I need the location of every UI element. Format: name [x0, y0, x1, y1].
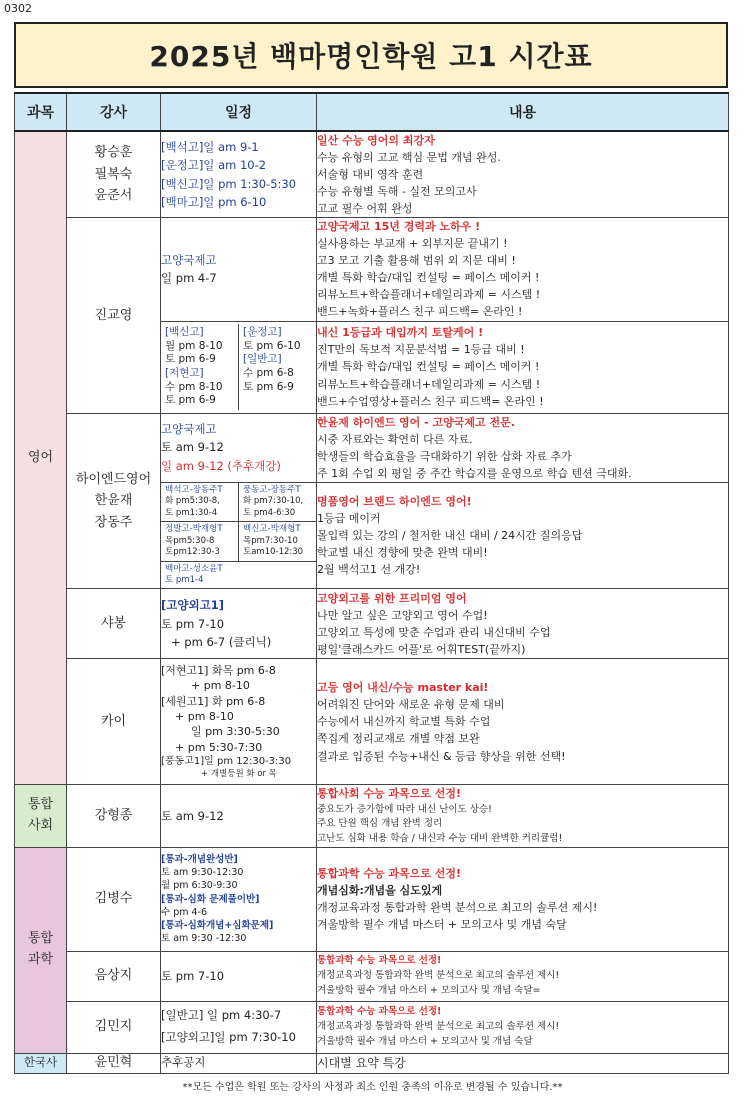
schedule-subcell	[238, 324, 316, 410]
schedule-line: 수 pm 8-10	[165, 380, 223, 393]
teacher-name: 황승훈	[94, 145, 133, 161]
schedule-line: 목pm5:30-8	[165, 535, 215, 546]
table-row	[15, 589, 729, 659]
content-cell: 시대별 요약 특강	[317, 1053, 729, 1073]
schedule-line: 고양국제고	[161, 252, 217, 267]
schedule-line: 백석고-장동주T	[165, 484, 223, 495]
schedule-line: [세원고1] 화 pm 6-8	[161, 694, 266, 708]
schedule-line: [백신고]일 pm 1:30-5:30	[161, 176, 297, 191]
content-line: 몰입력 있는 강의 / 철저한 내신 대비 / 24시간 질의응답	[317, 529, 583, 543]
teacher-cell: 강형종	[67, 785, 161, 847]
schedule-subcell	[161, 324, 238, 410]
content-cell	[317, 482, 729, 589]
content-cell	[317, 131, 729, 218]
schedule-line: [운정고]일 am 10-2	[161, 158, 267, 173]
content-line: 1등급 메이커	[317, 512, 381, 525]
content-line: 서술형 대비 영작 훈련	[317, 168, 424, 182]
schedule-line: [통과-개념완성반]	[161, 853, 238, 865]
content-cell	[317, 1001, 729, 1053]
content-line: 나만 알고 싶은 고양외고 영어 수업!	[317, 608, 488, 622]
table-row	[15, 785, 729, 847]
schedule-line: [저현고]	[165, 367, 204, 380]
schedule-line: 백마고-성소윤T	[165, 563, 223, 574]
schedule-line: 토 am 9:30 -12:30	[161, 933, 247, 945]
schedule-line: + pm 8-10	[175, 710, 234, 723]
schedule-line: 토 pm 6-9	[165, 353, 216, 366]
schedule-line: + pm 5:30-7:30	[175, 740, 263, 754]
content-headline: 통합과학 수능 과목으로 선정!	[317, 1006, 442, 1018]
schedule-line: 토 pm 6-9	[243, 380, 294, 393]
schedule-line: [백석고]일 am 9-1	[161, 139, 259, 154]
content-cell	[317, 321, 729, 413]
header-subject: 과목	[15, 93, 67, 131]
schedule-cell	[161, 659, 317, 785]
schedule-line: 토pm12:30-3	[165, 547, 220, 558]
content-headline: 고양국제고 15년 경력과 노하우 !	[317, 220, 481, 234]
schedule-line: 백신고-박재형T	[243, 524, 301, 535]
content-line: 리뷰노트+학습플래너+데일리과제 = 시스템 !	[317, 288, 541, 302]
schedule-line: [일반고]	[243, 353, 282, 366]
content-line: 학생들의 학습효율을 극대화하기 위한 삽화 자료 추가	[317, 449, 572, 463]
schedule-line: 토 pm4-6:30	[243, 507, 296, 518]
content-headline: 명품영어 브랜드 하이엔드 영어!	[317, 494, 472, 508]
schedule-line: [풍동고1]일 pm 12:30-3:30	[161, 756, 292, 768]
schedule-line: 토 am 9-12	[161, 440, 224, 455]
page-title	[14, 22, 728, 88]
content-headline: 내신 1등급과 대입까지 토탈케어 !	[317, 326, 484, 340]
content-line: 개정교육과정 통합과학 완벽 분석으로 최고의 솔루션 제시!	[317, 901, 598, 915]
content-line: 겨울방학 필수 개념 마스터 + 모의고사 및 개념 숙달=	[317, 984, 541, 996]
schedule-cell	[161, 589, 317, 659]
teacher-cell: 진교영	[67, 218, 161, 413]
content-headline: 통합사회 수능 과목으로 선정!	[317, 787, 462, 801]
schedule-line: [백마고]일 pm 6-10	[161, 195, 267, 209]
page-title-text: 2025년 백마명인학원 고1 시간표	[149, 40, 593, 73]
subject-social: 통합 사회	[15, 785, 67, 847]
page-code: 0302	[4, 2, 32, 15]
teacher-name: 하이엔드영어	[75, 471, 152, 487]
schedule-line: 일 pm 4-7	[161, 271, 217, 286]
content-line: 밴드+녹화+플러스 친구 피드백= 온라인 !	[317, 305, 523, 319]
content-line: 결과로 입증된 수능+내신 & 등급 향상을 위한 선택!	[317, 749, 566, 763]
schedule-line: [통과-심화개념+심화문제]	[161, 920, 274, 932]
schedule-subcell	[161, 522, 238, 560]
teacher-name: 윤준서	[94, 188, 133, 204]
schedule-line: 월 pm 6:30-9:30	[161, 880, 238, 892]
schedule-cell	[161, 1001, 317, 1053]
schedule-cell	[161, 482, 317, 589]
header-content: 내용	[317, 93, 729, 131]
schedule-line: [고양외고]일 pm 7:30-10	[161, 1030, 296, 1045]
content-line: 개정교육과정 통합과학 완벽 분석으로 최고의 솔루션 제시!	[317, 969, 560, 981]
schedule-cell	[161, 847, 317, 951]
teacher-name: 장동주	[94, 514, 133, 530]
table-row	[15, 659, 729, 785]
content-line: 겨울방학 필수 개념 마스터 + 모의고사 및 개념 숙달	[317, 918, 567, 932]
timetable	[14, 92, 729, 1074]
teacher-cell: 김병수	[67, 847, 161, 951]
schedule-line: 화 pm7:30-10,	[243, 496, 304, 507]
schedule-subcell	[238, 483, 316, 521]
schedule-line: 토 pm 6-9	[165, 394, 216, 407]
content-line: 주요 단원 핵심 개념 완벽 정리	[317, 818, 443, 830]
schedule-line: 화 pm5:30-8,	[165, 496, 220, 507]
content-line: 중요도가 증가함에 따라 내신 난이도 상승!	[317, 803, 492, 815]
table-row	[15, 847, 729, 951]
subject-english: 영어	[15, 131, 67, 785]
header-schedule: 일정	[161, 93, 317, 131]
schedule-line: 월 pm 8-10	[165, 339, 223, 352]
content-cell	[317, 589, 729, 659]
schedule-line: [운정고]	[243, 326, 282, 339]
content-line: 쪽집게 정리교재로 개별 약점 보완	[317, 732, 480, 746]
schedule-line: [일반고] 일 pm 4:30-7	[161, 1008, 282, 1023]
schedule-line: 목pm7:30-10	[243, 535, 298, 546]
teacher-name: 필복숙	[94, 166, 133, 182]
schedule-line: 수 pm 6-8	[243, 367, 294, 380]
teacher-cell	[67, 131, 161, 218]
table-row	[15, 1001, 729, 1053]
content-line: 학교별 내신 경향에 맞춘 완벽 대비!	[317, 546, 488, 560]
schedule-subcell	[161, 562, 316, 589]
schedule-line: 고양국제고	[161, 422, 217, 437]
teacher-cell: 김민지	[67, 1001, 161, 1053]
content-line: 주 1회 수업 외 평일 중 주간 학습지를 운영으로 학습 텐션 극대화.	[317, 466, 632, 480]
table-header-row	[15, 93, 729, 131]
content-headline: 한윤재 하이엔드 영어 - 고양국제고 전문.	[317, 415, 515, 429]
content-cell	[317, 413, 729, 482]
schedule-line: 풍동고-장동주T	[243, 484, 301, 495]
table-row	[15, 951, 729, 1001]
schedule-cell: 추후공지	[161, 1053, 317, 1073]
schedule-cell	[161, 321, 317, 413]
schedule-line: + pm 6-7 (클리닉)	[171, 635, 272, 650]
content-line: 평일'클래스카드 어플'로 어휘TEST(끝까지)	[317, 643, 526, 656]
content-line: 리뷰노트+학습플래너+데일리과제 = 시스템 !	[317, 377, 541, 391]
content-cell	[317, 785, 729, 847]
header-teacher: 강사	[67, 93, 161, 131]
content-subheadline: 개념심화:개념을 심도있게	[317, 884, 443, 898]
schedule-line: 토 pm1:30-4	[165, 507, 218, 518]
schedule-subcell	[238, 522, 316, 560]
content-cell	[317, 659, 729, 785]
content-line: 고양외고 특성에 맞춘 수업과 관리 내신대비 수업	[317, 625, 551, 639]
schedule-line: 토 pm 6-10	[243, 339, 301, 352]
content-line: 진T만의 독보적 지문분석법 = 1등급 대비 !	[317, 343, 525, 357]
schedule-cell	[161, 413, 317, 482]
teacher-cell: 윤민혁	[67, 1053, 161, 1073]
teacher-cell: 음상지	[67, 951, 161, 1001]
subject-history: 한국사	[15, 1053, 67, 1073]
schedule-cell	[161, 131, 317, 218]
content-line: 겨울방학 필수 개념 마스터 + 모의고사 및 개념 숙달	[317, 1035, 533, 1047]
schedule-cell: 토 am 9-12	[161, 785, 317, 847]
content-line: 개정교육과정 통합과학 완벽 분석으로 최고의 솔루션 제시!	[317, 1020, 560, 1032]
content-line: 개별 특화 학습/대입 컨설팅 = 페이스 메이커 !	[317, 271, 540, 285]
content-line: 어려워진 단어와 새로운 유형 문제 대비	[317, 698, 505, 712]
content-headline: 고양외고를 위한 프리미엄 영어	[317, 591, 467, 605]
content-cell	[317, 847, 729, 951]
schedule-line: 토 pm1-4	[165, 574, 204, 585]
schedule-line: + pm 8-10	[191, 679, 250, 693]
content-line: 밴드+수업영상+플러스 친구 피드백= 온라인 !	[317, 394, 544, 408]
teacher-name: 한윤재	[94, 493, 133, 509]
schedule-line: 토 am 9:30-12:30	[161, 866, 244, 878]
content-line: 수능에서 내신까지 학교별 특화 수업	[317, 715, 491, 729]
content-line: 수능 유형별 독해 - 실전 모의고사	[317, 185, 477, 199]
schedule-line: 정발고-박재형T	[165, 524, 223, 535]
schedule-line: 일 pm 3:30-5:30	[191, 725, 280, 739]
content-line: 시중 자료와는 확연히 다른 자료.	[317, 432, 473, 446]
schedule-line: [고양외고1]	[161, 598, 224, 613]
content-headline: 통합과학 수능 과목으로 선정!	[317, 955, 442, 967]
content-headline: 고등 영어 내신/수능 master kai!	[317, 681, 489, 695]
content-headline: 통합과학 수능 과목으로 선정!	[317, 867, 462, 881]
content-line: 개별 특화 학습/대입 컨설팅 = 페이스 메이커 !	[317, 360, 540, 374]
schedule-line: 수 pm 4-6	[161, 906, 208, 918]
subject-science: 통합 과학	[15, 847, 67, 1053]
schedule-line: [백신고]	[165, 326, 204, 339]
content-line: 고3 모고 기출 활용해 범위 외 지문 대비 !	[317, 254, 516, 268]
table-row	[15, 1053, 729, 1073]
content-line: 2월 백석고1 선 개강!	[317, 563, 421, 577]
schedule-line: + 개별등원 화 or 목	[201, 769, 277, 780]
content-line: 고난도 심화 내용 학습 / 내신과 수능 대비 완벽한 커리큘럼!	[317, 832, 563, 844]
content-line: 고교 필수 어휘 완성	[317, 202, 413, 216]
schedule-cell: 토 pm 7-10	[161, 951, 317, 1001]
content-line: 실사용하는 부교재 + 외부지문 끝내기 !	[317, 237, 508, 251]
schedule-line: [통과-심화 문제풀이반]	[161, 893, 260, 905]
schedule-cell	[161, 218, 317, 321]
schedule-line: [저현고1] 화목 pm 6-8	[161, 663, 276, 677]
content-cell	[317, 951, 729, 1001]
schedule-subcell	[161, 483, 238, 521]
table-row	[15, 218, 729, 321]
teacher-cell: 샤봉	[67, 589, 161, 659]
schedule-line: 일 am 9-12 (추후개강)	[161, 458, 281, 473]
content-cell	[317, 218, 729, 321]
teacher-cell: 카이	[67, 659, 161, 785]
schedule-line: 토 pm 7-10	[161, 616, 225, 631]
content-headline: 일산 수능 영어의 최강자	[317, 134, 435, 147]
footer-note: **모든 수업은 학원 또는 강사의 사정과 최소 인원 충족의 이유로 변경될 수 있습니다.**	[182, 1082, 563, 1093]
table-row	[15, 131, 729, 218]
content-line: 수능 유형의 고교 핵심 문법 개념 완성.	[317, 151, 501, 165]
schedule-line: 토am10-12:30	[243, 547, 304, 558]
teacher-cell	[67, 413, 161, 589]
table-row	[15, 413, 729, 482]
